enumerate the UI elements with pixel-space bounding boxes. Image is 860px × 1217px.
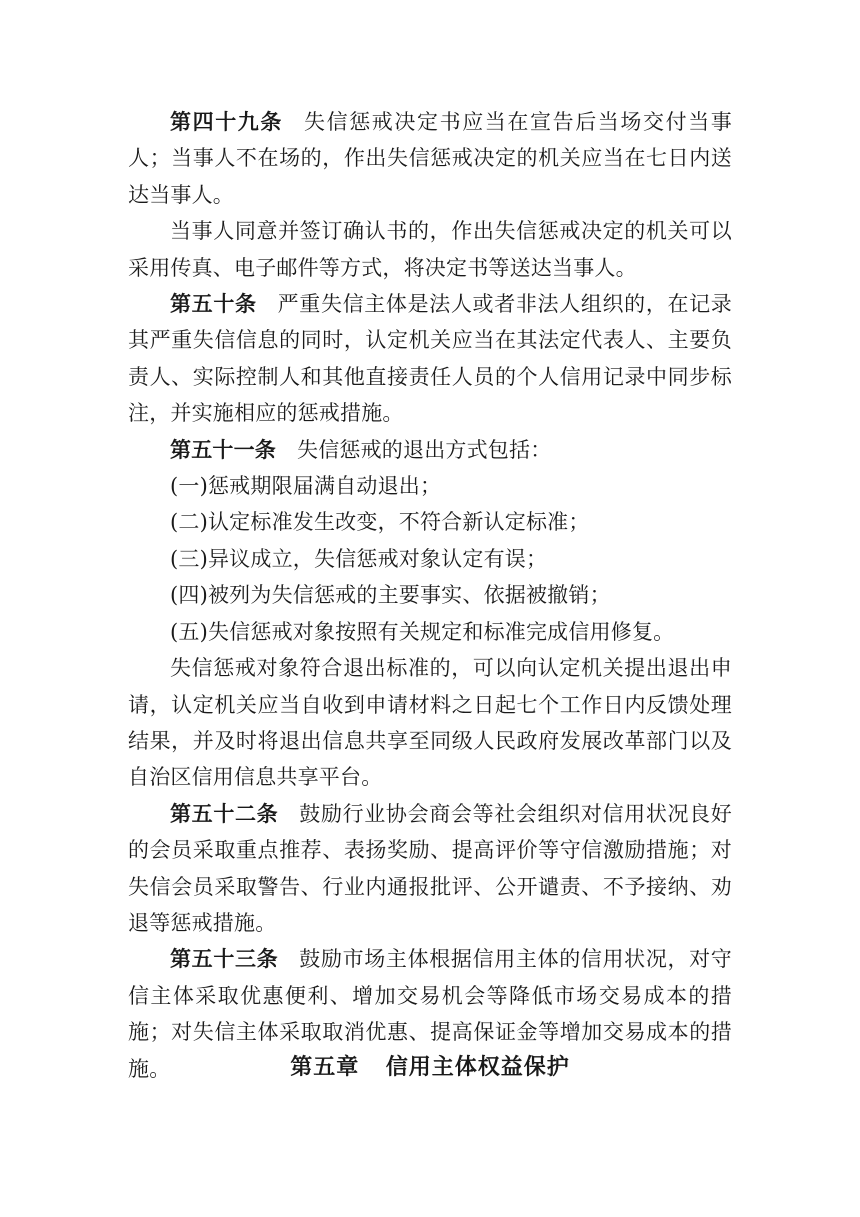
article-50-number: 第五十条	[170, 291, 257, 317]
article-53-number: 第五十三条	[170, 946, 279, 972]
article-51-item: (一)惩戒期限届满自动退出；	[170, 474, 442, 499]
article-52-number: 第五十二条	[170, 800, 279, 826]
article-51-intro	[128, 432, 732, 468]
article-49-number: 第四十九条	[170, 109, 283, 134]
article-51-text: 失信惩戒的退出方式包括：	[297, 437, 552, 462]
chapter-number: 第五章	[290, 1054, 360, 1080]
article-52-paragraph-1	[128, 796, 732, 942]
document-body	[128, 104, 732, 1087]
article-49-paragraph-1	[128, 104, 732, 213]
chapter-heading	[128, 1050, 732, 1081]
article-51-item: (三)异议成立，失信惩戒对象认定有误；	[170, 546, 548, 571]
article-50-paragraph-1	[128, 286, 732, 432]
article-51-item: (二)认定标准发生改变，不符合新认定标准；	[170, 510, 590, 535]
article-53-text: 鼓励市场主体根据信用主体的信用状况，对守信主体采取优惠便利、增加交易机会等降低市场交易成本的措施；对失信主体采取取消优惠、提高保证金等增加交易成本的措施。	[128, 947, 733, 1081]
article-51-item: (五)失信惩戒对象按照有关规定和标准完成信用修复。	[170, 619, 675, 644]
article-50-text: 严重失信主体是法人或者非法人组织的，在记录其严重失信信息的同时，认定机关应当在其法定代表人、主要负责人、实际控制人和其他直接责任人员的个人信用记录中同步标注，并实施相应的惩戒措施。	[128, 292, 732, 426]
chapter-title: 信用主体权益保护	[385, 1054, 570, 1080]
article-49-paragraph-2: 当事人同意并签订确认书的，作出失信惩戒决定的机关可以采用传真、电子邮件等方式，将决定书等送达当事人。	[128, 219, 732, 280]
article-52-text: 鼓励行业协会商会等社会组织对信用状况良好的会员采取重点推荐、表扬奖励、提高评价等守信激励措施；对失信会员采取警告、行业内通报批评、公开谴责、不予接纳、劝退等惩戒措施。	[128, 801, 733, 935]
article-51-paragraph-2: 失信惩戒对象符合退出标准的，可以向认定机关提出退出申请，认定机关应当自收到申请材料之日起七个工作日内反馈处理结果，并及时将退出信息共享至同级人民政府发展改革部门以及自治区信用信息共享平台。	[128, 656, 732, 790]
article-51-number: 第五十一条	[170, 436, 276, 462]
article-51-item: (四)被列为失信惩戒的主要事实、依据被撤销；	[170, 583, 611, 608]
article-49-text: 失信惩戒决定书应当在宣告后当场交付当事人；当事人不在场的，作出失信惩戒决定的机关应当在七日内送达当事人。	[128, 110, 732, 207]
